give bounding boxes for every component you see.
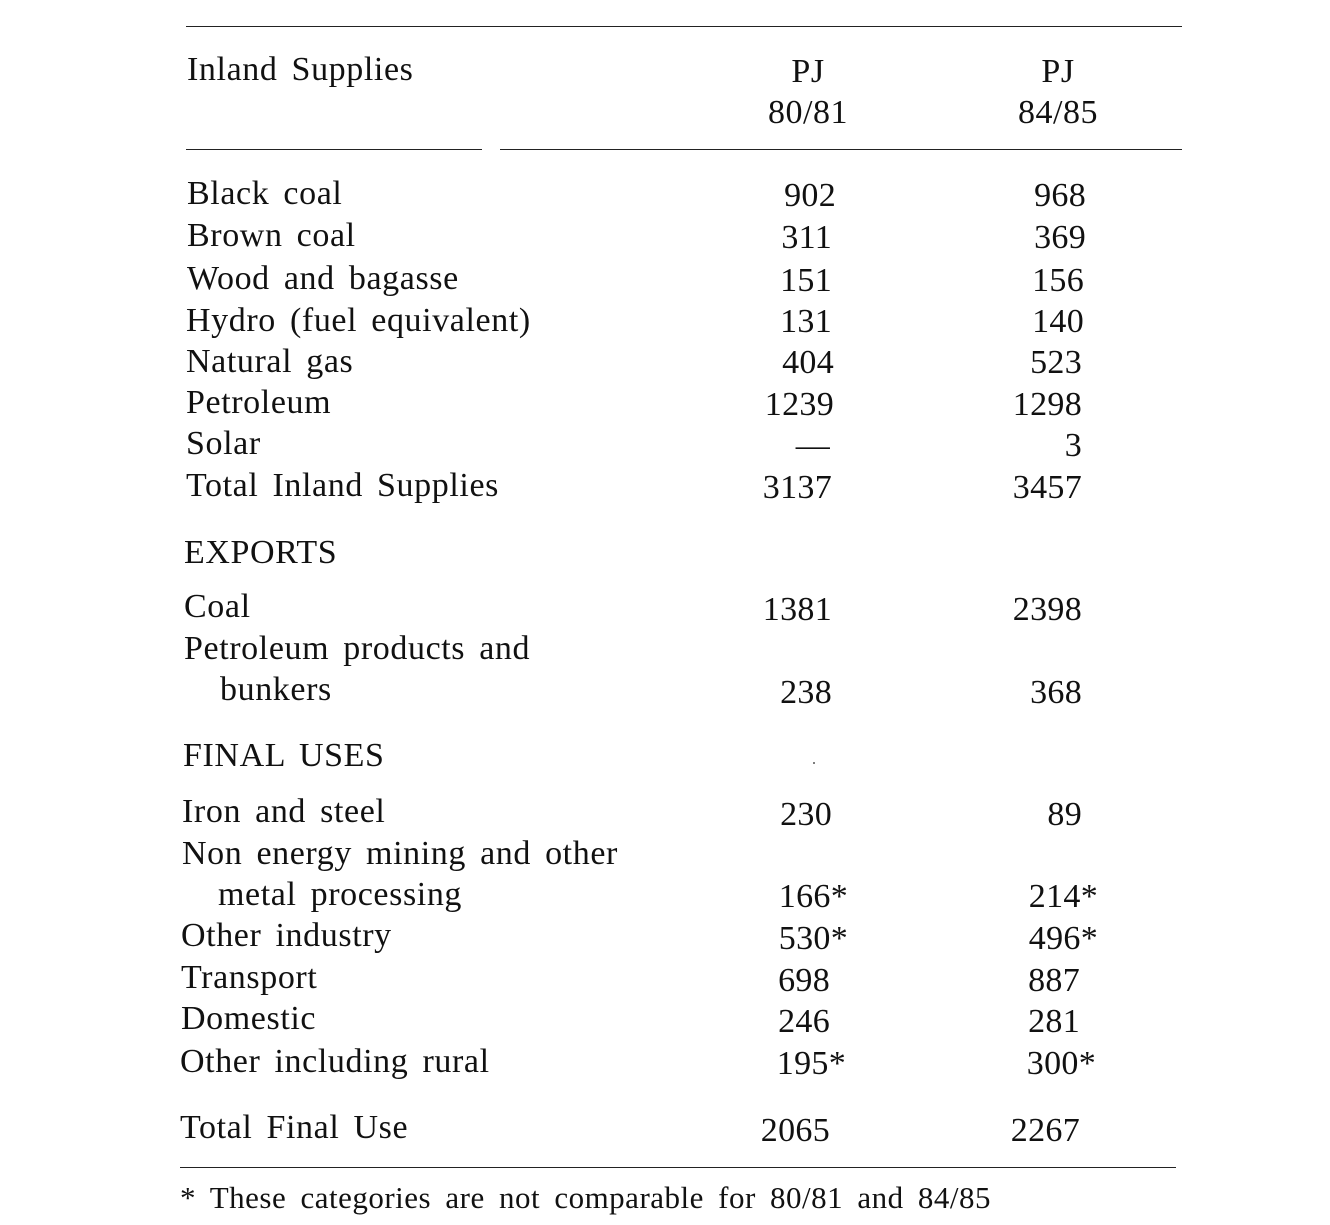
value-84-85: 523: [1030, 344, 1082, 381]
top-rule: [186, 26, 1182, 27]
row-label: Other industry: [181, 917, 392, 954]
value-84-85: 496*: [1028, 920, 1098, 957]
final-uses-heading: FINAL USES: [183, 737, 385, 774]
value-84-85: 368: [1030, 674, 1082, 711]
value-80-81: 530*: [778, 920, 848, 957]
row-label: Total Final Use: [180, 1109, 409, 1146]
value-80-81: 166*: [778, 878, 848, 915]
value-84-85: 214*: [1028, 878, 1098, 915]
value-80-81: 131: [780, 303, 832, 340]
value-84-85: 140: [1032, 303, 1084, 340]
exports-heading: EXPORTS: [184, 534, 338, 571]
row-label: Brown coal: [187, 217, 356, 254]
row-label: Hydro (fuel equivalent): [186, 302, 531, 339]
header-col2-unit: PJ: [1041, 53, 1075, 90]
value-80-81: 902: [784, 177, 836, 214]
row-label-line1: Non energy mining and other: [182, 835, 618, 872]
value-80-81: 1239: [764, 386, 834, 423]
row-label: Other including rural: [180, 1043, 490, 1080]
value-80-81: 1381: [762, 591, 832, 628]
row-label: Coal: [184, 588, 251, 625]
value-80-81: —: [795, 427, 830, 464]
row-label: Black coal: [187, 175, 343, 212]
header-label-column: Inland Supplies: [187, 51, 414, 88]
row-label-line2: metal processing: [218, 876, 463, 913]
header-col1-unit: PJ: [791, 53, 825, 90]
value-80-81: 311: [781, 219, 832, 256]
row-label: Transport: [181, 959, 318, 996]
row-label-line1: Petroleum products and: [184, 630, 531, 667]
value-84-85: 2267: [1010, 1112, 1080, 1149]
header-rule-left: [186, 149, 482, 150]
value-84-85: 887: [1028, 962, 1080, 999]
value-84-85: 2398: [1012, 591, 1082, 628]
header-col1-period: 80/81: [768, 94, 848, 131]
scan-speck: [813, 762, 815, 764]
value-80-81: 230: [780, 796, 832, 833]
value-84-85: 281: [1028, 1003, 1080, 1040]
row-label: Solar: [186, 425, 261, 462]
value-84-85: 300*: [1026, 1045, 1096, 1082]
value-80-81: 195*: [776, 1045, 846, 1082]
value-84-85: 156: [1032, 262, 1084, 299]
row-label: Total Inland Supplies: [186, 467, 499, 504]
value-80-81: 2065: [760, 1112, 830, 1149]
bottom-rule: [180, 1167, 1176, 1168]
value-80-81: 151: [780, 262, 832, 299]
value-80-81: 698: [778, 962, 830, 999]
value-80-81: 404: [782, 344, 834, 381]
header-col2-period: 84/85: [1018, 94, 1098, 131]
value-84-85: 3: [1064, 427, 1082, 464]
footnote: * These categories are not comparable for 80/81 and 84/85: [180, 1180, 992, 1215]
value-84-85: 369: [1034, 219, 1086, 256]
row-label: Domestic: [181, 1000, 317, 1037]
row-label: Petroleum: [186, 384, 332, 421]
row-label: Iron and steel: [182, 793, 386, 830]
row-label-line2: bunkers: [220, 671, 332, 708]
value-80-81: 3137: [762, 469, 832, 506]
value-80-81: 246: [778, 1003, 830, 1040]
value-84-85: 1298: [1012, 386, 1082, 423]
row-label: Wood and bagasse: [187, 260, 459, 297]
value-84-85: 89: [1047, 796, 1082, 833]
row-label: Natural gas: [186, 343, 354, 380]
value-84-85: 3457: [1012, 469, 1082, 506]
header-rule-right: [500, 149, 1182, 150]
value-84-85: 968: [1034, 177, 1086, 214]
value-80-81: 238: [780, 674, 832, 711]
